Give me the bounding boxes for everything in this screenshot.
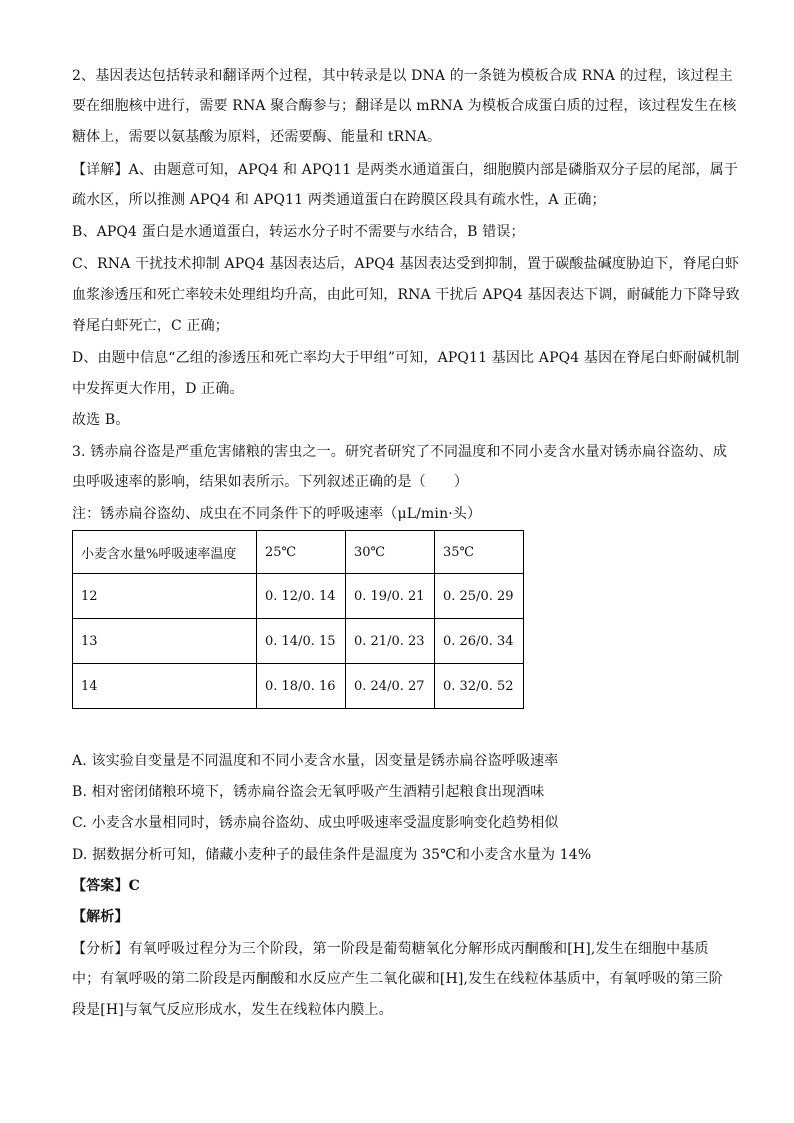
detail-line-c2: 血浆渗透压和死亡率较未处理组均升高，由此可知，RNA 干扰后 APQ4 基因表达下调，耐碱能力下降导致 [72,287,740,303]
table-cell: 0. 26/0. 34 [435,619,524,664]
table-cell: 14 [73,664,257,709]
analysis-line-3: 段是[H]与氧气反应形成水，发生在线粒体内膜上。 [72,1002,393,1018]
option-a: A. 该实验自变量是不同温度和不同小麦含水量，因变量是锈赤扁谷盗呼吸速率 [72,753,559,769]
table-cell: 0. 18/0. 16 [257,664,346,709]
detail-line-d1: D、由题中信息“乙组的渗透压和死亡率均大于甲组”可知，APQ11 基因比 APQ4 基因在脊尾白虾耐碱机制 [72,350,740,366]
table-cell: 12 [73,574,257,619]
analysis-heading: 【解析】 [72,909,129,925]
detail-line-a1: 【详解】A、由题意可知，APQ4 和 APQ11 是两类水通道蛋白，细胞膜内部是磷脂双分子层的尾部，属于 [72,162,738,178]
table-row [73,619,524,664]
explanation-line-3: 糖体上，需要以氨基酸为原料，还需要酶、能量和 tRNA。 [72,129,442,145]
analysis-line-1: 【分析】有氧呼吸过程分为三个阶段，第一阶段是葡萄糖氧化分解形成丙酮酸和[H],发生在细胞中基质 [72,941,709,957]
table-note: 注：锈赤扁谷盗幼、成虫在不同条件下的呼吸速率（μL/min·头） [72,506,482,522]
respiration-rate-table [72,530,524,709]
table-cell: 13 [73,619,257,664]
option-b: B. 相对密闭储粮环境下，锈赤扁谷盗会无氧呼吸产生酒精引起粮食出现酒味 [72,784,545,800]
table-cell: 0. 25/0. 29 [435,574,524,619]
detail-line-b: B、APQ4 蛋白是水通道蛋白，转运水分子时不需要与水结合，B 错误； [72,224,525,240]
table-cell: 0. 32/0. 52 [435,664,524,709]
table-cell: 0. 14/0. 15 [257,619,346,664]
table-header-row [73,531,524,574]
table-header-cell: 35℃ [435,531,524,574]
table-header-cell: 25℃ [257,531,346,574]
detail-line-c1: C、RNA 干扰技术抑制 APQ4 基因表达后，APQ4 基因表达受到抑制，置于碳酸盐碱度胁迫下，脊尾白虾 [72,256,740,272]
table-cell: 0. 21/0. 23 [346,619,435,664]
analysis-line-2: 中；有氧呼吸的第二阶段是丙酮酸和水反应产生二氧化碳和[H],发生在线粒体基质中，有氧呼吸的第三阶 [72,971,723,987]
table-row [73,574,524,619]
table-header-cell: 30℃ [346,531,435,574]
question-3-line-2: 虫呼吸速率的影响，结果如表所示。下列叙述正确的是（ ） [72,474,469,490]
table-header-cell: 小麦含水量%呼吸速率温度 [73,531,257,574]
detail-line-a2: 疏水区，所以推测 APQ4 和 APQ11 两类通道蛋白在跨膜区段具有疏水性，A 正确； [72,192,606,208]
explanation-line-1: 2、基因表达包括转录和翻译两个过程，其中转录是以 DNA 的一条链为模板合成 RNA 的过程，该过程主 [72,68,733,84]
detail-line-c3: 脊尾白虾死亡，C 正确； [72,318,229,334]
table-cell: 0. 24/0. 27 [346,664,435,709]
table-row [73,664,524,709]
option-d: D. 据数据分析可知，储藏小麦种子的最佳条件是温度为 35℃和小麦含水量为 14% [72,847,592,863]
conclusion-line: 故选 B。 [72,412,130,428]
explanation-line-2: 要在细胞核中进行，需要 RNA 聚合酶参与；翻译是以 mRNA 为模板合成蛋白质的过程，该过程发生在核 [72,98,737,114]
option-c: C. 小麦含水量相同时，锈赤扁谷盗幼、成虫呼吸速率受温度影响变化趋势相似 [72,815,559,831]
question-3-line-1: 3. 锈赤扁谷盗是严重危害储粮的害虫之一。研究者研究了不同温度和不同小麦含水量对锈赤扁谷盗幼、成 [72,444,728,460]
table-cell: 0. 19/0. 21 [346,574,435,619]
table-cell: 0. 12/0. 14 [257,574,346,619]
detail-line-d2: 中发挥更大作用，D 正确。 [72,381,244,397]
answer-label: 【答案】C [72,878,140,894]
